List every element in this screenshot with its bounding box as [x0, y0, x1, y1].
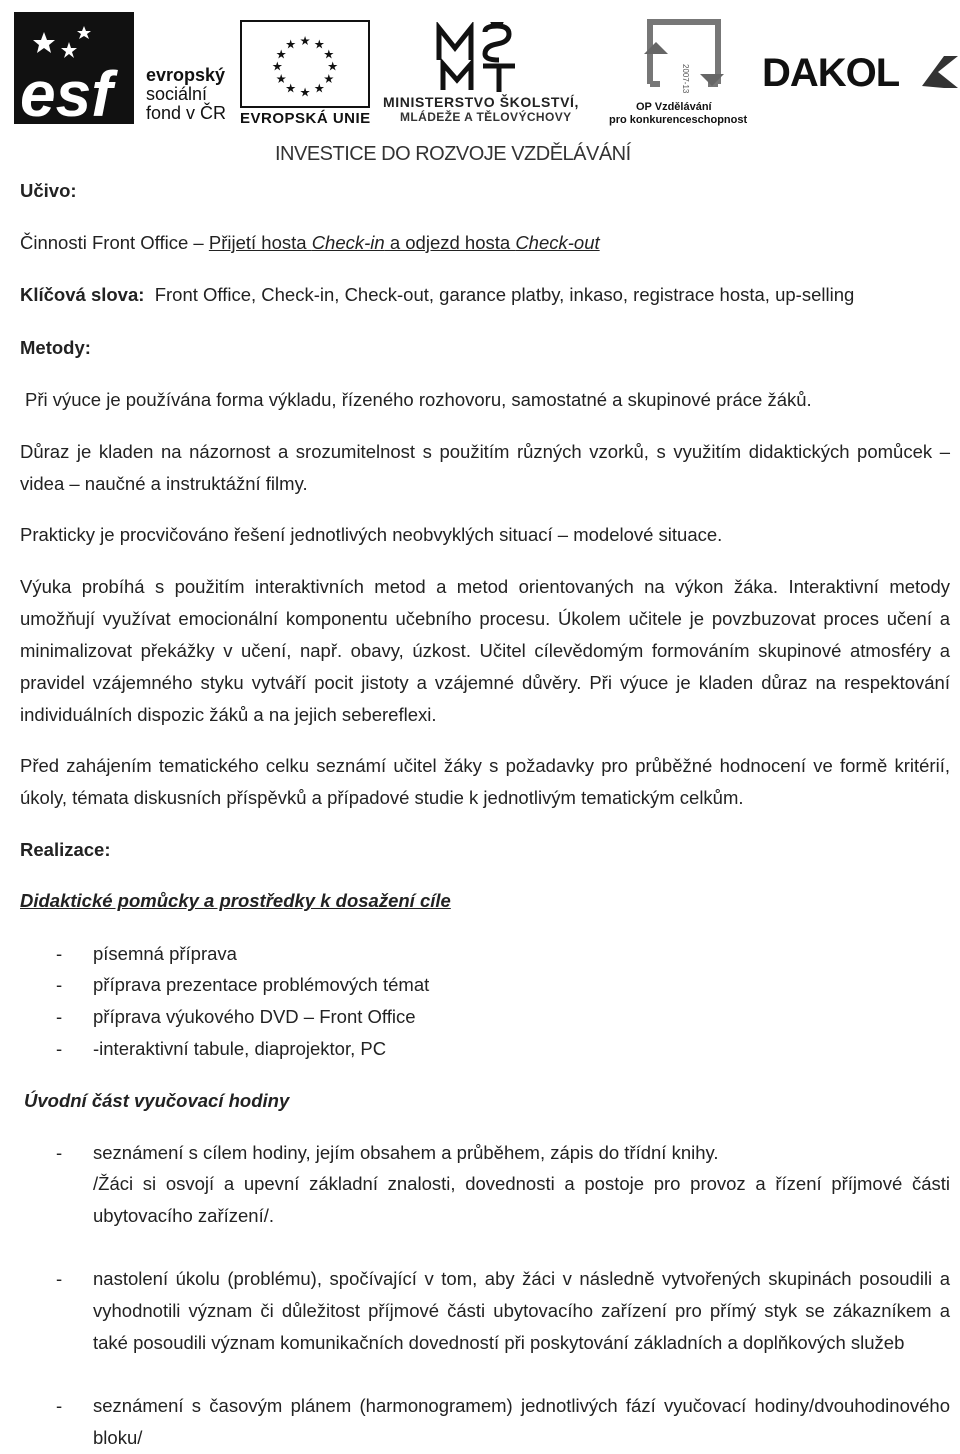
methods-paragraph-1: Při výuce je používána forma výkladu, řízeného rozhovoru, samostatné a skupinové práce žáků. [25, 389, 812, 410]
svg-text:★: ★ [327, 58, 339, 74]
list-item-note: /Žáci si osvojí a upevní základní znalosti, dovednosti a postoje pro provoz a řízení příjmové části ubytovacího zařízení/. [93, 1173, 950, 1226]
list-dash: - [56, 1395, 63, 1416]
list-dash: - [56, 1142, 63, 1163]
svg-text:★: ★ [323, 46, 335, 62]
uvodni-heading: Úvodní část vyučovací hodiny [24, 1090, 290, 1111]
logo-bar [0, 0, 960, 165]
ucivo-label: Učivo: [20, 180, 77, 201]
methods-paragraph-3: Prakticky je procvičováno řešení jednotlivých neobvyklých situací – modelové situace. [20, 524, 723, 545]
svg-text:2007-13: 2007-13 [681, 64, 690, 94]
methods-label: Metody: [20, 337, 91, 358]
investice-tagline: INVESTICE DO ROZVOJE VZDĚLÁVÁNÍ [275, 143, 631, 165]
svg-text:★: ★ [313, 80, 325, 96]
eu-flag-logo [240, 20, 370, 108]
list-dash: - [56, 1268, 63, 1289]
svg-text:★: ★ [275, 46, 287, 62]
realizace-label: Realizace: [20, 839, 111, 860]
methods-paragraph-5: Před zahájením tematického celku seznámí učitel žáky s požadavky pro průběžné hodnocení ve formě kritérií, úkoly, témata diskusních příspěvků a případové studie k jednotlivým tematickým celkům. [20, 755, 950, 808]
methods-paragraph-4: Výuka probíhá s použitím interaktivních metod a metod orientovaných na výkon žáka. Interaktivní metody umožňují využívat emocionální komponentu učebního procesu. Úkolem učitele je povzbuzovat proces učení a minimalizovat překážky v učení, např. obavy, úzkost. Učitel cílevědomým formováním skupinové atmosféry a pravidel vzájemného styku vytváří pocit jistoty a vzájemné důvěry. Při výuce je kladen důraz na respektování individuálních dispozic žáků a na jejich sebereflexi. [20, 576, 950, 725]
list-dash: - [56, 1006, 63, 1027]
msmt-logo [435, 22, 545, 94]
list-item: nastolení úkolu (problému), spočívající v tom, aby žáci v následně vytvořených skupinách posoudili a vyhodnotili význam či důležitost příjmové části ubytovacího zařízení pro přímý styk se zákazníkem a také posoudili význam komunikačních dovedností při poskytování základních a doplňkových služeb [93, 1268, 950, 1353]
svg-text:★: ★ [271, 58, 283, 74]
didakticke-heading: Didaktické pomůcky a prostředky k dosažení cíle [20, 890, 451, 911]
list-dash: - [56, 974, 63, 995]
keywords-label: Klíčová slova: [20, 284, 145, 305]
svg-text:DAKOL: DAKOL [762, 51, 900, 94]
list-dash: - [56, 1038, 63, 1059]
dakol-logo [762, 50, 958, 94]
op-line2: pro konkurenceschopnost [609, 114, 748, 126]
methods-paragraph-2: Důraz je kladen na názornost a srozumitelnost s použitím různých vzorků, s využitím didaktických pomůcek – videa – naučné a instruktážní filmy. [20, 441, 950, 494]
svg-text:★: ★ [299, 32, 311, 48]
list-item: příprava výukového DVD – Front Office [93, 1006, 416, 1027]
list-item: seznámení s cílem hodiny, jejím obsahem a průběhem, zápis do třídní knihy. [93, 1142, 719, 1163]
svg-text:★: ★ [313, 36, 325, 52]
op-vzdelavani-logo [638, 14, 730, 96]
eu-caption: EVROPSKÁ UNIE [240, 110, 371, 127]
op-line1: OP Vzdělávání [636, 101, 712, 113]
esf-text: evropský sociální fond v ČR [146, 65, 227, 123]
keywords-text: Front Office, Check-in, Check-out, garance platby, inkaso, registrace hosta, up-selling [154, 284, 855, 305]
msmt-line1: MINISTERSTVO ŠKOLSTVÍ, [383, 94, 579, 110]
svg-text:★: ★ [285, 36, 297, 52]
esf-logo [14, 12, 134, 124]
svg-text:★: ★ [299, 84, 311, 100]
svg-text:★: ★ [275, 71, 287, 87]
msmt-line2: MLÁDEŽE A TĚLOVÝCHOVY [400, 110, 572, 124]
list-dash: - [56, 943, 63, 964]
svg-text:esf: esf [20, 58, 113, 124]
list-item: seznámení s časovým plánem (harmonogramem) jednotlivých fází vyučovací hodiny/dvouhodinového bloku/ [93, 1395, 950, 1448]
keywords-line [20, 284, 854, 306]
svg-text:★: ★ [323, 71, 335, 87]
list-item: -interaktivní tabule, diaprojektor, PC [93, 1038, 387, 1059]
svg-text:★: ★ [285, 80, 297, 96]
topic-line: Činnosti Front Office – Přijetí hosta Check-in a odjezd hosta Check-out [20, 232, 600, 253]
list-item: písemná příprava [93, 943, 237, 964]
list-item: příprava prezentace problémových témat [93, 974, 430, 995]
